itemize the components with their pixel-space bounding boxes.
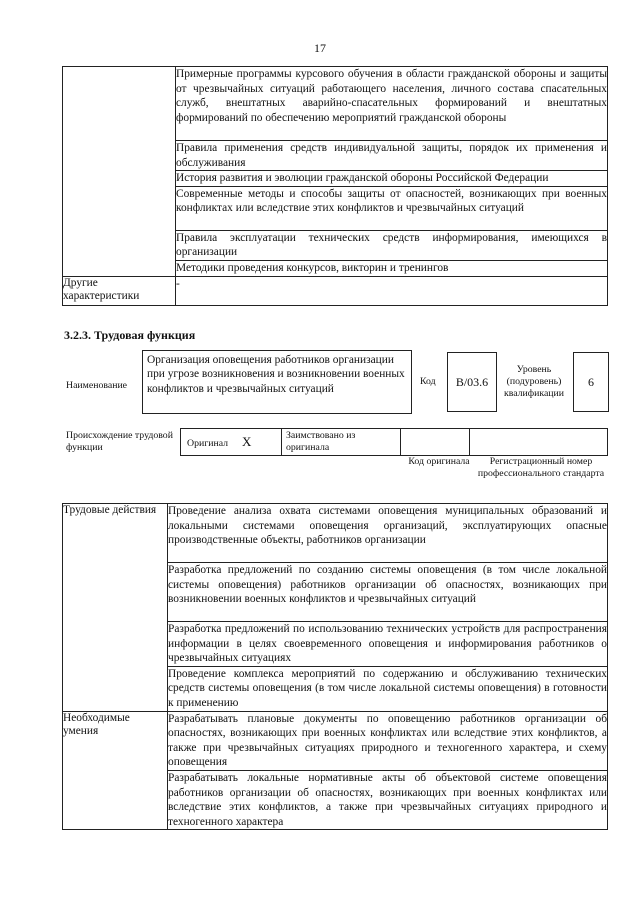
reg-number-cell <box>470 429 608 456</box>
empty-label-cell <box>63 67 176 277</box>
skill-item: Разрабатывать локальные нормативные акты об объектовой системе оповещения работников организации об опасностях, возникающих при военных конфликтах или вследствие этих конфликтов, а также при чрезвычайных ситуациях природного и техногенного характера <box>168 770 608 829</box>
section-title: 3.2.3. Трудовая функция <box>64 328 196 342</box>
top-table <box>62 66 608 306</box>
skill-item: Разрабатывать плановые документы по оповещению работников организации об опасностях, возникающих при военных конфликтах или вследствие этих конфликтов, а также при чрезвычайных ситуациях природного и техногенного характера, и схему оповещения <box>168 711 608 770</box>
knowledge-item: Современные методы и способы защиты от опасностей, возникающих при военных конфликтах или вследствие этих конфликтов и чрезвычайных ситуаций <box>176 186 608 230</box>
knowledge-item: Методики проведения конкурсов, викторин и тренингов <box>176 260 608 276</box>
knowledge-item: Правила применения средств индивидуальной защиты, порядок их применения и обслуживания <box>176 141 608 171</box>
original-mark: X <box>242 434 252 449</box>
original-label: Оригинал <box>187 438 229 449</box>
reg-number-caption: Регистрационный номер профессионального стандарта <box>477 456 605 479</box>
origin-label: Происхождение трудовой функции <box>66 430 173 453</box>
code-label: Код <box>420 376 436 387</box>
labor-action-item: Проведение анализа охвата системами оповещения муниципальных образований и локальными системами оповещения организаций, эксплуатирующих опасные производственные объекты, работников организации <box>168 504 608 563</box>
page-number: 17 <box>314 41 326 55</box>
labor-action-item: Разработка предложений по использованию технических устройств для распространения информации в целях своевременного оповещения и информирования работников о чрезвычайных ситуациях <box>168 622 608 667</box>
borrowed-cell <box>282 429 401 456</box>
original-cell <box>181 429 282 456</box>
main-table <box>62 503 608 830</box>
level-label: Уровень (подуровень) квалификации <box>503 364 565 399</box>
skills-label: Необходимые умения <box>63 711 168 830</box>
other-characteristics-value: - <box>176 276 608 305</box>
knowledge-item: Примерные программы курсового обучения в области гражданской обороны и защиты от чрезвычайных ситуаций работающего населения, личного состава спасательных служб, внештатных аварийно-спасательных формирований и внештатных формирований по обеспечению мероприятий гражданской обороны <box>176 67 608 141</box>
knowledge-item: Правила эксплуатации технических средств информирования, имеющихся в организации <box>176 230 608 260</box>
labor-action-item: Разработка предложений по созданию системы оповещения (в том числе локальной системы оповещения) работников организации об опасностях, возникающих при возникновении военных конфликтов и чрезвычайных ситуаций <box>168 563 608 622</box>
code-original-cell <box>401 429 470 456</box>
code-original-caption: Код оригинала <box>408 456 470 467</box>
code-box <box>447 352 497 412</box>
knowledge-item: История развития и эволюции гражданской обороны Российской Федерации <box>176 171 608 187</box>
function-name: Организация оповещения работников организации при угрозе возникновения и возникновении военных конфликтов и чрезвычайных ситуаций <box>147 354 405 395</box>
origin-table <box>180 428 608 456</box>
code-value: B/03.6 <box>455 374 489 389</box>
borrowed-label: Заимствовано из оригинала <box>286 430 356 453</box>
name-box <box>142 350 412 414</box>
other-characteristics-label: Другие характеристики <box>63 276 176 305</box>
labor-action-item: Проведение комплекса мероприятий по содержанию и обслуживанию технических средств системы оповещения (в том числе локальной системы оповещения) в готовности к применению <box>168 666 608 711</box>
labor-actions-label: Трудовые действия <box>63 504 168 712</box>
level-value: 6 <box>588 374 594 389</box>
level-box <box>573 352 609 412</box>
name-label: Наименование <box>66 380 128 391</box>
